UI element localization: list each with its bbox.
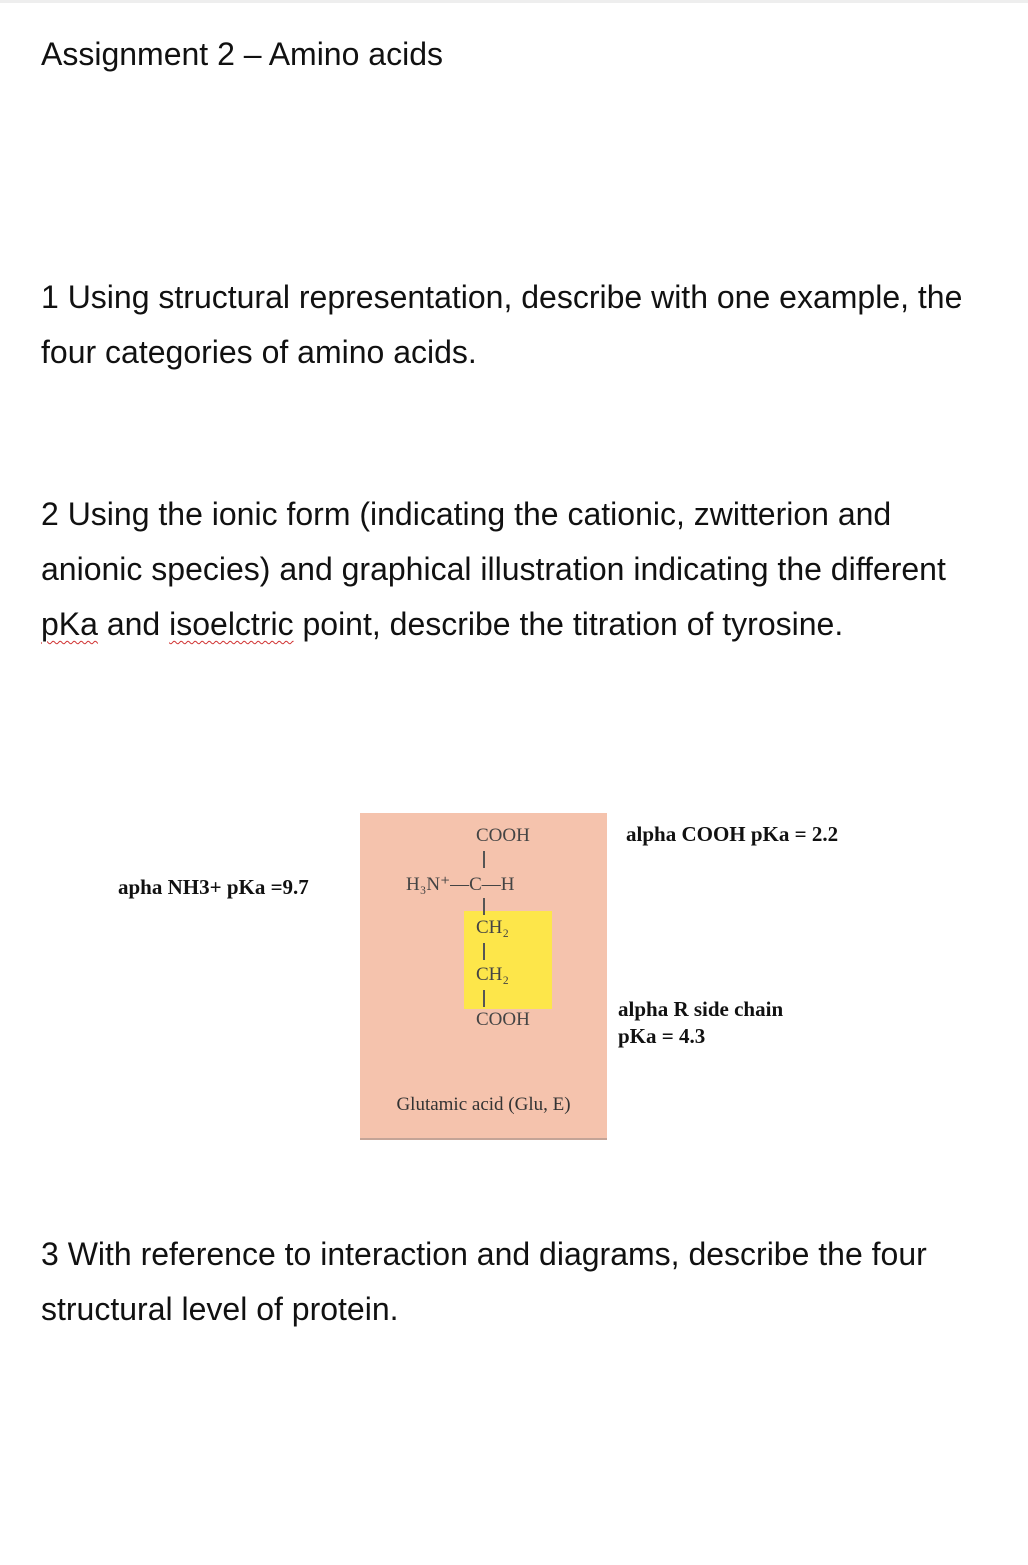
question-2-text-end: point, describe the titration of tyrosine.: [293, 606, 844, 642]
bond-carboxyl-to-alpha: [483, 851, 485, 868]
structure-ch2-first: CH₂: [476, 917, 510, 938]
question-1: 1 Using structural representation, describe with one example, the four categories of amino acids.: [41, 279, 963, 370]
structure-ch2-second: CH₂: [476, 964, 510, 985]
question-2-text-mid: and: [97, 606, 170, 642]
annotation-alpha-cooh-pka: alpha COOH pKa = 2.2: [626, 822, 839, 846]
annotation-side-chain-pka: [618, 996, 783, 1050]
top-rule: [0, 0, 1028, 3]
structure-carboxyl-top: COOH: [476, 825, 530, 846]
question-2-text-start: 2 Using the ionic form (indicating the cationic, zwitterion and anionic species) and graphical illustration indicating the different: [41, 496, 946, 587]
glutamic-acid-structure-figure: [360, 813, 607, 1140]
figure-caption: Glutamic acid (Glu, E): [396, 1094, 571, 1115]
annotation-alpha-nh3-pka: apha NH3+ pKa =9.7: [118, 875, 309, 899]
annotation-side-chain-value: pKa = 4.3: [618, 1024, 706, 1048]
bond-ch2-to-carboxyl: [483, 990, 485, 1007]
question-3: 3 With reference to interaction and diagrams, describe the four structural level of protein.: [41, 1236, 927, 1327]
annotation-side-chain-label: alpha R side chain: [618, 997, 784, 1021]
bond-alpha-to-ch2: [483, 898, 485, 915]
structure-amino-alpha-carbon: H₃N⁺—C—H: [406, 874, 515, 895]
bond-ch2-to-ch2: [483, 943, 485, 960]
spellcheck-word-isoelctric: isoelctric: [169, 606, 294, 642]
structure-carboxyl-side-chain: COOH: [476, 1009, 530, 1030]
question-2: [41, 487, 971, 652]
spellcheck-word-pka: pKa: [41, 606, 98, 642]
document-title: Assignment 2 – Amino acids: [41, 36, 443, 72]
